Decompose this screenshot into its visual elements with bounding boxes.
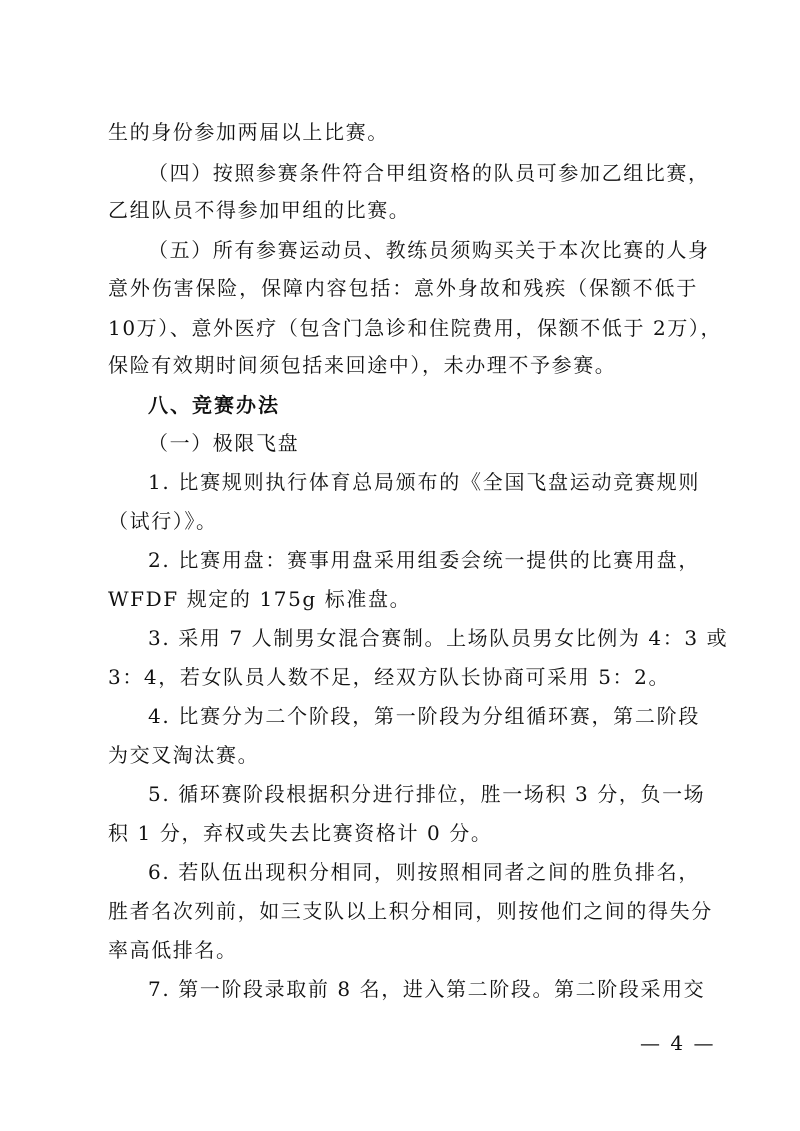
- text-line-14: 3. 采用 7 人制男女混合赛制。上场队员男女比例为 4：3 或: [148, 626, 729, 650]
- text-line-1: 生的身份参加两届以上比赛。: [108, 120, 389, 144]
- text-line-20: 6. 若队伍出现积分相同，则按照相同者之间的胜负排名，: [148, 860, 700, 884]
- text-line-17: 为交叉淘汰赛。: [108, 743, 260, 767]
- text-line-6: 10万）、意外医疗（包含门急诊和住院费用，保额不低于 2万），: [108, 316, 723, 340]
- subsection-heading: （一）极限飞盘: [148, 431, 300, 455]
- text-line-15: 3：4，若女队员人数不足，经双方队长协商可采用 5：2。: [108, 665, 671, 689]
- text-line-12: 2. 比赛用盘：赛事用盘采用组委会统一提供的比赛用盘，: [148, 548, 700, 572]
- text-line-19: 积 1 分，弃权或失去比赛资格计 0 分。: [108, 821, 493, 845]
- text-line-11: （试行）》。: [108, 509, 218, 533]
- text-line-21: 胜者名次列前，如三支队以上积分相同，则按他们之间的得失分: [108, 899, 713, 923]
- section-heading: 八、竞赛办法: [148, 393, 280, 417]
- text-line-22: 率高低排名。: [108, 938, 238, 962]
- text-line-18: 5. 循环赛阶段根据积分进行排位，胜一场积 3 分，负一场: [148, 782, 706, 806]
- text-line-2: （四）按照参赛条件符合甲组资格的队员可参加乙组比赛，: [148, 161, 710, 185]
- text-line-13: WFDF 规定的 175g 标准盘。: [108, 587, 412, 611]
- text-line-3: 乙组队员不得参加甲组的比赛。: [108, 198, 411, 222]
- text-line-5: 意外伤害保险，保障内容包括：意外身故和残疾（保额不低于: [108, 276, 698, 300]
- text-line-10: 1. 比赛规则执行体育总局颁布的《全国飞盘运动竞赛规则: [148, 470, 700, 494]
- text-line-16: 4. 比赛分为二个阶段，第一阶段为分组循环赛，第二阶段: [148, 704, 700, 728]
- text-line-23: 7. 第一阶段录取前 8 名，进入第二阶段。第二阶段采用交: [148, 977, 706, 1001]
- page-number: — 4 —: [640, 1031, 716, 1055]
- text-line-4: （五）所有参赛运动员、教练员须购买关于本次比赛的人身: [148, 238, 710, 262]
- text-line-7: 保险有效期时间须包括来回途中），未办理不予参赛。: [108, 353, 617, 377]
